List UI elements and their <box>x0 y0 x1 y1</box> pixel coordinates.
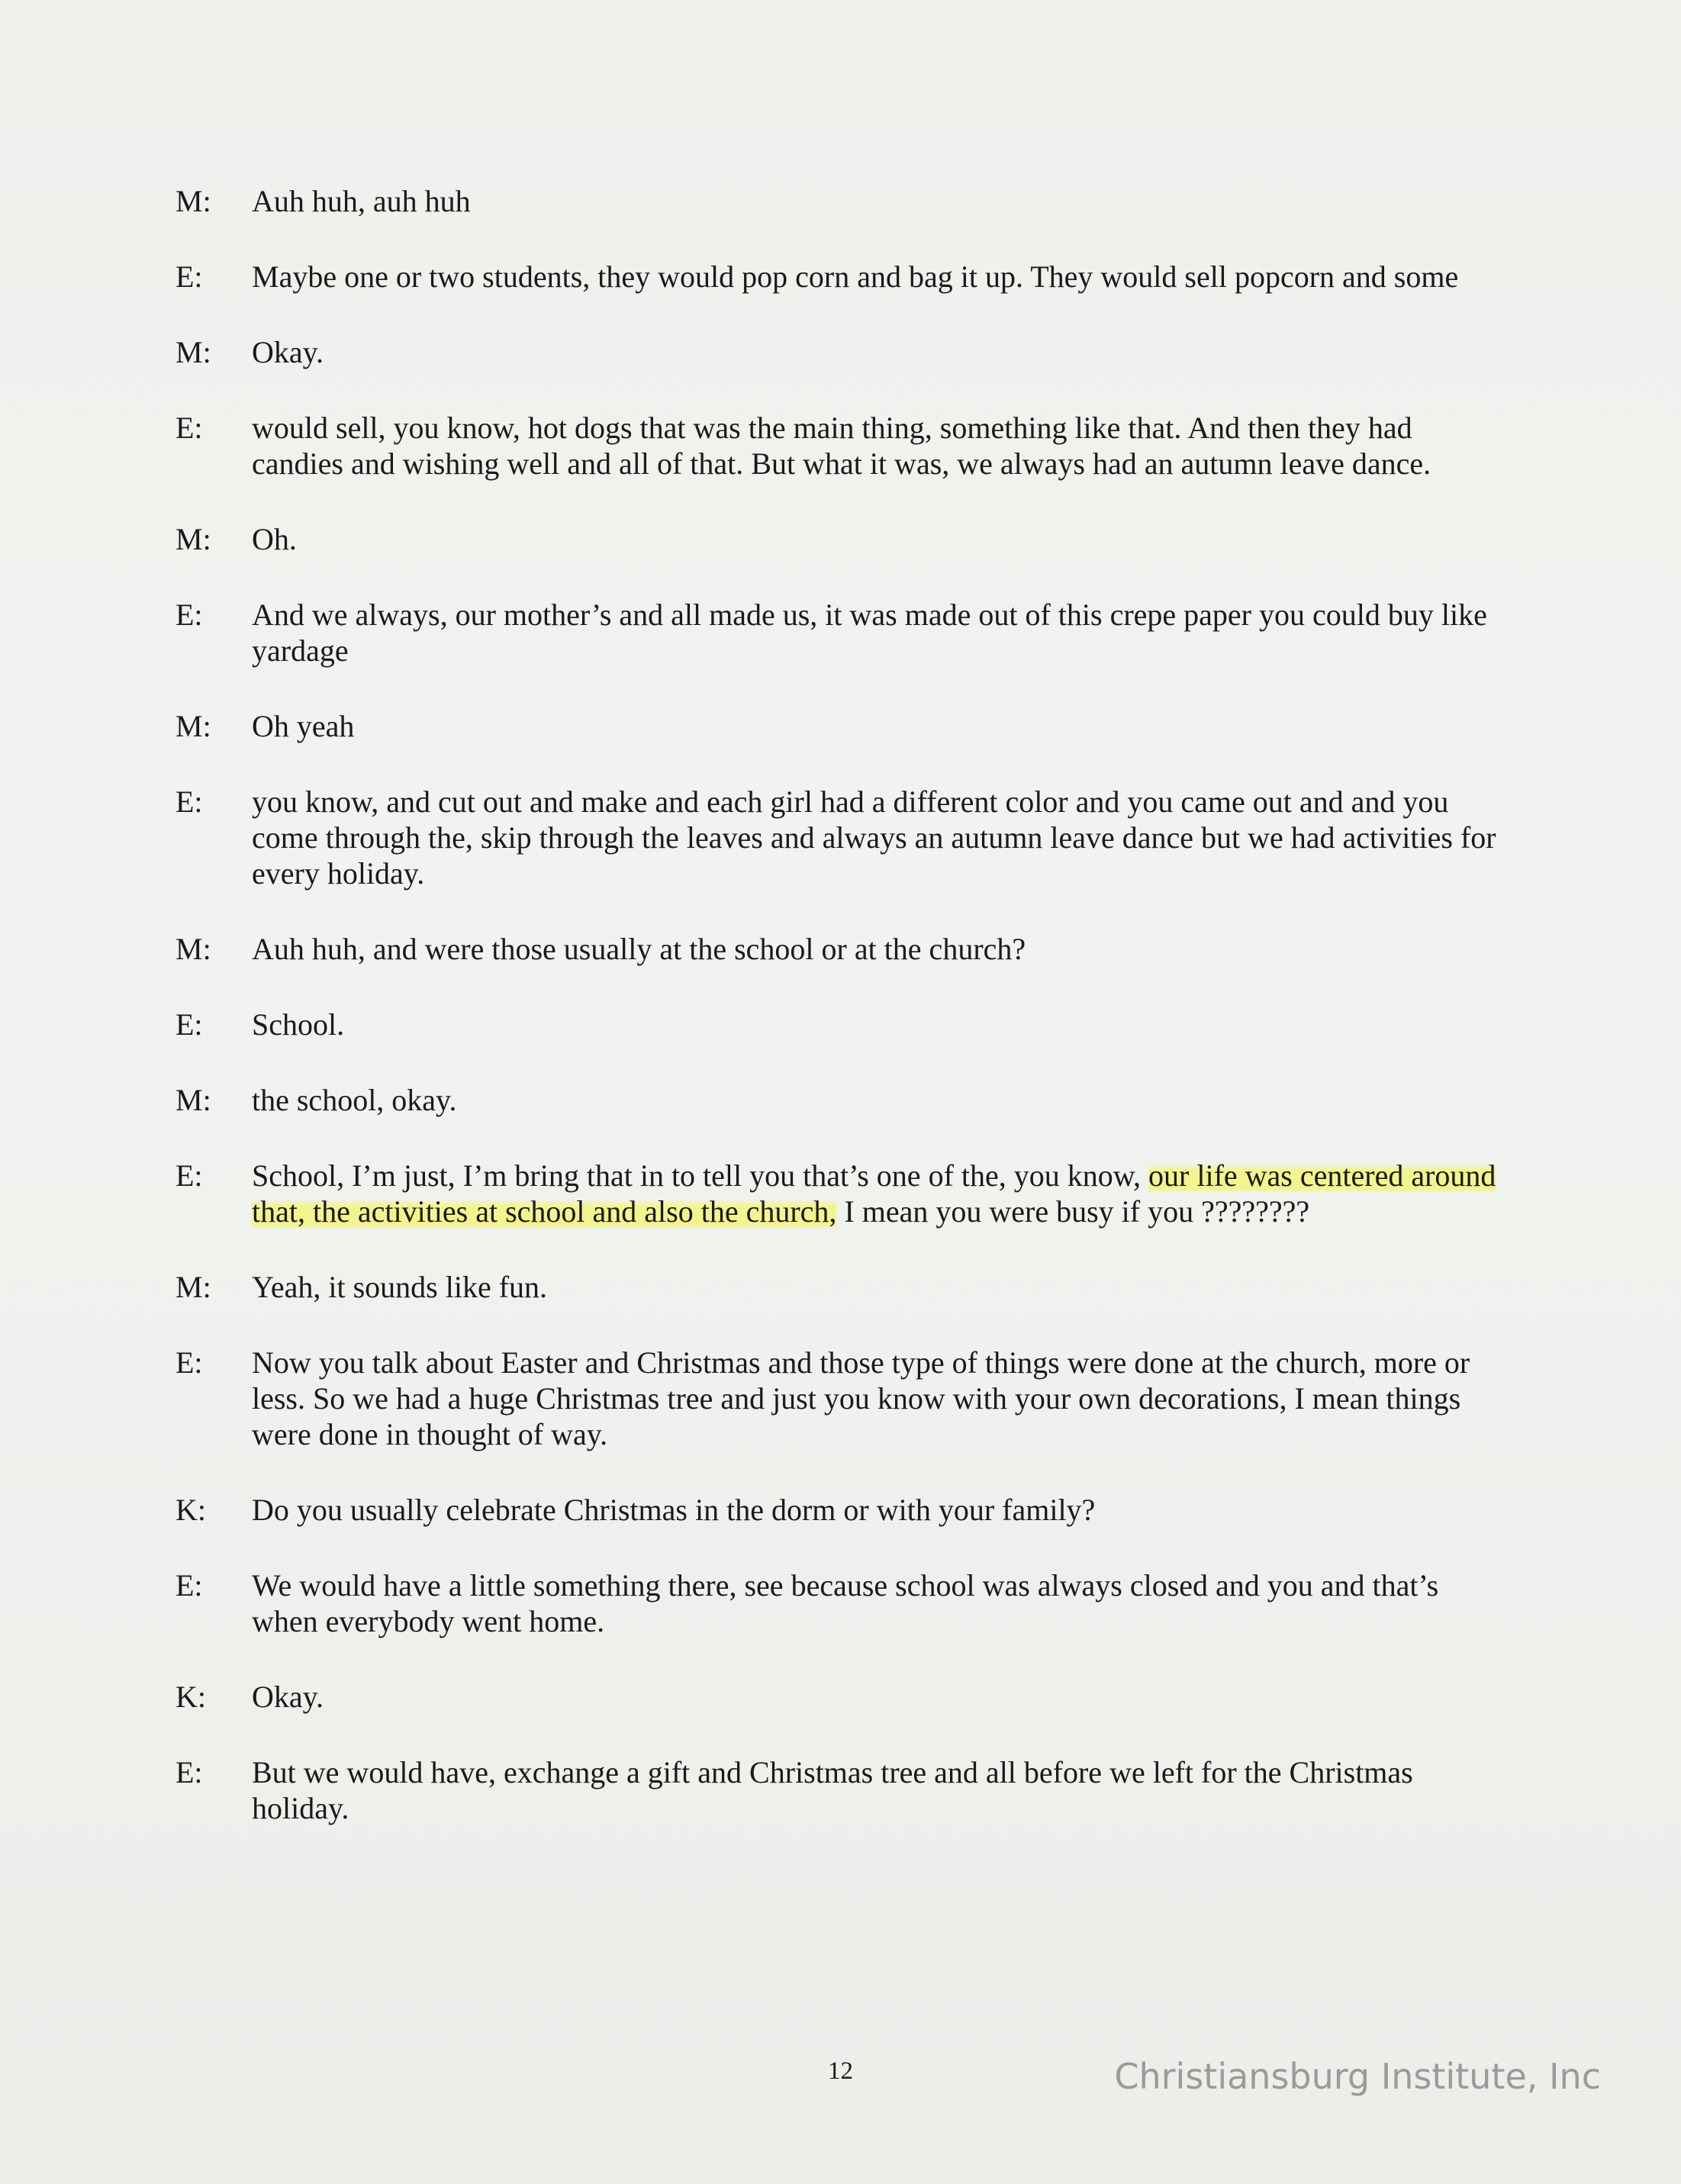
speech-text <box>252 1158 1503 1229</box>
transcript-turn <box>176 1492 1503 1528</box>
transcript-turn <box>176 1345 1503 1452</box>
transcript-turn <box>176 1082 1503 1118</box>
speech-text <box>252 1492 1503 1528</box>
speech-segment: Auh huh, and were those usually at the school or at the church? <box>252 932 1026 966</box>
speech-segment: We would have a little something there, see because school was always closed and you and that’s when everybody went home. <box>252 1568 1439 1638</box>
speech-segment: you know, and cut out and make and each girl had a different color and you came out and and you come through the, skip through the leaves and always an autumn leave dance but we had activities for every holiday. <box>252 784 1496 891</box>
highlighted-text: our life was centered around that, the activities at school and also the church, <box>252 1158 1496 1229</box>
transcript-turn <box>176 183 1503 219</box>
speaker-label: E: <box>176 1568 203 1603</box>
page-number: 12 <box>828 2057 853 2085</box>
transcript-turn <box>176 259 1503 295</box>
speech-text <box>252 597 1503 668</box>
transcript-turn <box>176 1679 1503 1715</box>
transcript-turn <box>176 784 1503 891</box>
speaker-label: M: <box>176 335 211 369</box>
watermark: Christiansburg Institute, Inc <box>1114 2056 1601 2097</box>
speech-text <box>252 334 1503 370</box>
speech-text <box>252 1269 1503 1305</box>
speaker-label: K: <box>176 1680 206 1714</box>
speech-segment: Yeah, it sounds like fun. <box>252 1270 548 1304</box>
speech-segment: But we would have, exchange a gift and Christmas tree and all before we left for the Christmas holiday. <box>252 1755 1413 1825</box>
speech-text <box>252 1567 1503 1639</box>
speech-segment: School, I’m just, I’m bring that in to tell you that’s one of the, you know, <box>252 1158 1149 1193</box>
transcript-turn <box>176 1269 1503 1305</box>
transcript-turn <box>176 1007 1503 1042</box>
speaker-label: M: <box>176 184 211 218</box>
speech-text <box>252 410 1503 482</box>
speech-text <box>252 931 1503 967</box>
transcript-turn <box>176 521 1503 557</box>
transcript-turn <box>176 410 1503 482</box>
speech-text <box>252 183 1503 219</box>
speaker-label: M: <box>176 1270 211 1304</box>
speech-segment: Do you usually celebrate Christmas in the dorm or with your family? <box>252 1493 1096 1527</box>
speech-text <box>252 1679 1503 1715</box>
speech-text <box>252 708 1503 744</box>
speaker-label: E: <box>176 784 203 819</box>
speaker-label: E: <box>176 411 203 445</box>
speaker-label: M: <box>176 1083 211 1117</box>
speech-segment: And we always, our mother’s and all made us, it was made out of this crepe paper you could buy like yardage <box>252 598 1487 668</box>
speech-text <box>252 1345 1503 1452</box>
speech-text <box>252 1082 1503 1118</box>
speech-segment: would sell, you know, hot dogs that was the main thing, something like that. And then they had candies and wishing well and all of that. But what it was, we always had an autumn leave dance. <box>252 411 1431 481</box>
speaker-label: E: <box>176 598 203 632</box>
speech-segment: Okay. <box>252 1680 324 1714</box>
speech-segment: the school, okay. <box>252 1083 457 1117</box>
speaker-label: E: <box>176 1345 203 1380</box>
speech-segment: Oh. <box>252 522 297 556</box>
speech-segment: Okay. <box>252 335 324 369</box>
speech-text <box>252 784 1503 891</box>
speech-segment: Auh huh, auh huh <box>252 184 471 218</box>
speech-text <box>252 1754 1503 1826</box>
transcript-turn <box>176 708 1503 744</box>
speaker-label: M: <box>176 709 211 743</box>
speech-segment: Now you talk about Easter and Christmas and those type of things were done at the church, more or less. So we had a huge Christmas tree and just you know with your own decorations, I mean things were done in thought of way. <box>252 1345 1470 1451</box>
speech-text <box>252 521 1503 557</box>
transcript-turn <box>176 597 1503 668</box>
speaker-label: M: <box>176 522 211 556</box>
speech-segment: Maybe one or two students, they would pop corn and bag it up. They would sell popcorn and some <box>252 259 1459 294</box>
speech-text <box>252 1007 1503 1042</box>
transcript-turn <box>176 1567 1503 1639</box>
speech-segment: Oh yeah <box>252 709 355 743</box>
transcript-turn <box>176 334 1503 370</box>
speaker-label: E: <box>176 259 203 294</box>
speaker-label: M: <box>176 932 211 966</box>
speaker-label: E: <box>176 1007 203 1042</box>
speaker-label: E: <box>176 1158 203 1193</box>
speech-segment: School. <box>252 1007 345 1042</box>
speaker-label: E: <box>176 1755 203 1789</box>
transcript-turn <box>176 931 1503 967</box>
speaker-label: K: <box>176 1493 206 1527</box>
speech-text <box>252 259 1503 295</box>
speech-segment: I mean you were busy if you ???????? <box>836 1194 1310 1229</box>
transcript-turn <box>176 1158 1503 1229</box>
transcript-body <box>176 183 1503 1866</box>
transcript-turn <box>176 1754 1503 1826</box>
